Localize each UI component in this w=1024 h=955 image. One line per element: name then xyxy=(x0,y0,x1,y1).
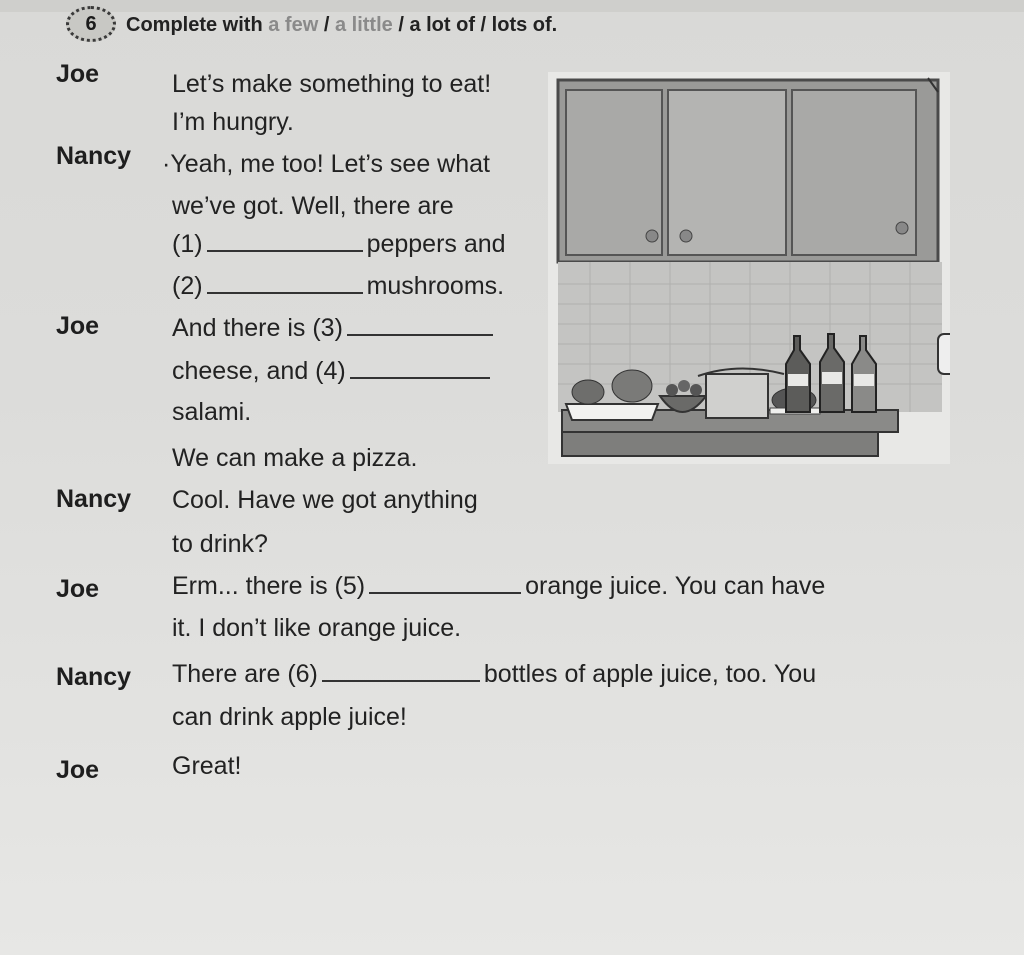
dialogue-line-blank-6 xyxy=(172,660,816,689)
dialogue-line: Great! xyxy=(172,752,242,780)
kitchen-shelf-icon xyxy=(548,72,950,464)
answer-blank-2[interactable] xyxy=(207,272,363,294)
speaker-nancy: Nancy xyxy=(56,142,132,170)
dialogue-line: ·Yeah, me too! Let’s see what xyxy=(162,150,490,178)
option-a-lot-of: a lot of xyxy=(409,14,475,36)
dialogue-line-blank-1 xyxy=(172,230,506,259)
speaker-joe: Joe xyxy=(56,575,100,603)
dialogue-line-blank-2 xyxy=(172,272,504,301)
speaker-joe: Joe xyxy=(56,60,100,88)
answer-blank-5[interactable] xyxy=(369,572,521,594)
answer-blank-1[interactable] xyxy=(207,230,363,252)
exercise-number: 6 xyxy=(85,12,97,35)
speaker-nancy: Nancy xyxy=(56,485,132,513)
separator: / xyxy=(323,14,330,36)
exercise-number-badge xyxy=(66,6,116,42)
dialogue-line: to drink? xyxy=(172,530,268,558)
blank-followup-text: orange juice. You can have xyxy=(525,572,826,600)
blank-followup-text: peppers and xyxy=(366,230,506,258)
exercise-instruction xyxy=(126,14,557,37)
speaker-nancy: Nancy xyxy=(56,663,132,691)
speaker-joe: Joe xyxy=(56,312,100,340)
option-a-few: a few xyxy=(268,14,319,36)
blank-prompt-6: There are (6) xyxy=(172,660,318,688)
dialogue-line-blank-3 xyxy=(172,314,497,343)
blank-number-2: (2) xyxy=(172,272,203,300)
answer-blank-3[interactable] xyxy=(347,314,493,336)
option-lots-of: lots of. xyxy=(491,14,558,36)
dialogue-line: Cool. Have we got anything xyxy=(172,486,478,514)
separator: / xyxy=(480,14,487,36)
answer-blank-4[interactable] xyxy=(350,357,490,379)
blank-followup-text: bottles of apple juice, too. You xyxy=(483,660,817,688)
dialogue-line: salami. xyxy=(172,398,252,426)
dialogue-line: I’m hungry. xyxy=(172,108,294,136)
blank-prompt-3: And there is (3) xyxy=(172,314,343,342)
separator: / xyxy=(398,14,404,36)
dialogue-line-blank-4 xyxy=(172,357,494,386)
dialogue-line: we’ve got. Well, there are xyxy=(172,192,454,220)
blank-prompt-5: Erm... there is (5) xyxy=(172,572,366,600)
answer-blank-6[interactable] xyxy=(322,660,480,682)
instruction-prefix: Complete with xyxy=(126,14,263,36)
dialogue-line-blank-5 xyxy=(172,572,825,601)
blank-number-1: (1) xyxy=(172,230,203,258)
dialogue-line: can drink apple juice! xyxy=(172,703,407,731)
page-top-edge xyxy=(0,0,1024,12)
blank-prompt-4: cheese, and (4) xyxy=(172,357,346,385)
speaker-joe: Joe xyxy=(56,756,100,784)
option-a-little: a little xyxy=(334,14,393,36)
dialogue-line: it. I don’t like orange juice. xyxy=(172,614,462,642)
dialogue-line: We can make a pizza. xyxy=(172,444,418,472)
dialogue-line: Let’s make something to eat! xyxy=(172,70,492,98)
blank-followup-text: mushrooms. xyxy=(366,272,505,300)
